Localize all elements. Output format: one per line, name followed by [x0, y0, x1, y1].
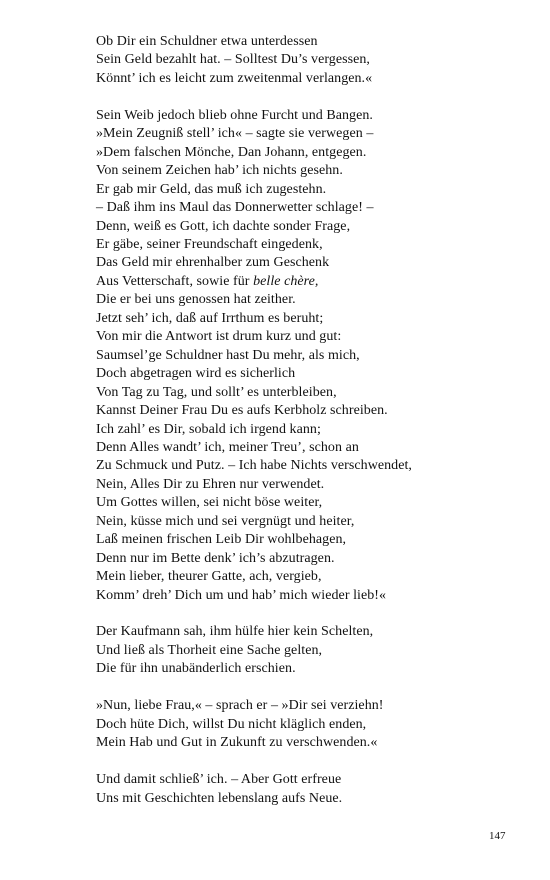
verse-line: Sein Geld bezahlt hat. – Solltest Du’s vergessen, — [96, 52, 370, 68]
stanza — [96, 107, 516, 605]
verse-line: Denn nur im Bette denk’ ich’s abzutragen. — [96, 550, 335, 566]
verse-line: Mein Hab und Gut in Zukunft zu verschwenden.« — [96, 735, 378, 751]
verse-line: Die für ihn unabänderlich erschien. — [96, 661, 296, 677]
verse-line: Nein, Alles Dir zu Ehren nur verwendet. — [96, 476, 325, 492]
verse-line: Kannst Deiner Frau Du es aufs Kerbholz schreiben. — [96, 403, 388, 419]
verse-line: Und damit schließ’ ich. – Aber Gott erfreue — [96, 772, 342, 788]
verse-line: Er gab mir Geld, das muß ich zugestehn. — [96, 181, 327, 197]
verse-line: Sein Weib jedoch blieb ohne Furcht und Bangen. — [96, 107, 373, 123]
poem-text — [96, 33, 516, 826]
verse-line: »Mein Zeugniß stell’ ich« – sagte sie verwegen – — [96, 126, 374, 142]
verse-line: Von Tag zu Tag, und sollt’ es unterbleiben, — [96, 384, 337, 400]
verse-line: Uns mit Geschichten lebenslang aufs Neue. — [96, 790, 343, 806]
verse-line: Um Gottes willen, sei nicht böse weiter, — [96, 495, 323, 511]
page-number: 147 — [489, 830, 506, 842]
verse-line: Und ließ als Thorheit eine Sache gelten, — [96, 642, 323, 658]
verse-line: Komm’ dreh’ Dich um und hab’ mich wieder lieb!« — [96, 587, 387, 603]
verse-line: Ob Dir ein Schuldner etwa unterdessen — [96, 34, 318, 49]
verse-line: Die er bei uns genossen hat zeither. — [96, 292, 296, 308]
verse-line — [96, 273, 516, 291]
verse-line: »Nun, liebe Frau,« – sprach er – »Dir sei verziehn! — [96, 698, 384, 714]
stanza — [96, 697, 516, 752]
verse-line: Laß meinen frischen Leib Dir wohlbehagen, — [96, 532, 347, 548]
verse-line: – Daß ihm ins Maul das Donnerwetter schlage! – — [96, 200, 374, 216]
verse-line: Mein lieber, theurer Gatte, ach, vergieb, — [96, 569, 322, 585]
verse-text: Aus Vetterschaft, sowie für — [96, 273, 254, 289]
italic-phrase: belle chère, — [253, 273, 319, 289]
stanza — [96, 771, 516, 808]
stanza — [96, 33, 516, 88]
verse-line: Das Geld mir ehrenhalber zum Geschenk — [96, 255, 330, 271]
verse-line: Von seinem Zeichen hab’ ich nichts gesehn. — [96, 163, 343, 179]
verse-line: Denn, weiß es Gott, ich dachte sonder Frage, — [96, 218, 351, 234]
verse-line: Von mir die Antwort ist drum kurz und gut: — [96, 329, 342, 345]
verse-line: Jetzt seh’ ich, daß auf Irrthum es beruht; — [96, 310, 324, 326]
verse-line: Könnt’ ich es leicht zum zweitenmal verlangen.« — [96, 70, 373, 86]
verse-line: Zu Schmuck und Putz. – Ich habe Nichts verschwendet, — [96, 458, 412, 474]
verse-line: Er gäbe, seiner Freundschaft eingedenk, — [96, 236, 323, 252]
verse-line: Doch hüte Dich, willst Du nicht kläglich enden, — [96, 716, 367, 732]
stanza — [96, 623, 516, 678]
verse-line: Denn Alles wandt’ ich, meiner Treu’, schon an — [96, 439, 359, 455]
verse-line: »Dem falschen Mönche, Dan Johann, entgegen. — [96, 144, 367, 160]
verse-line: Doch abgetragen wird es sicherlich — [96, 366, 296, 382]
verse-line: Nein, küsse mich und sei vergnügt und heiter, — [96, 513, 355, 529]
verse-line: Saumsel’ge Schuldner hast Du mehr, als mich, — [96, 347, 360, 363]
verse-line: Ich zahl’ es Dir, sobald ich irgend kann; — [96, 421, 321, 437]
verse-line: Der Kaufmann sah, ihm hülfe hier kein Schelten, — [96, 624, 374, 640]
